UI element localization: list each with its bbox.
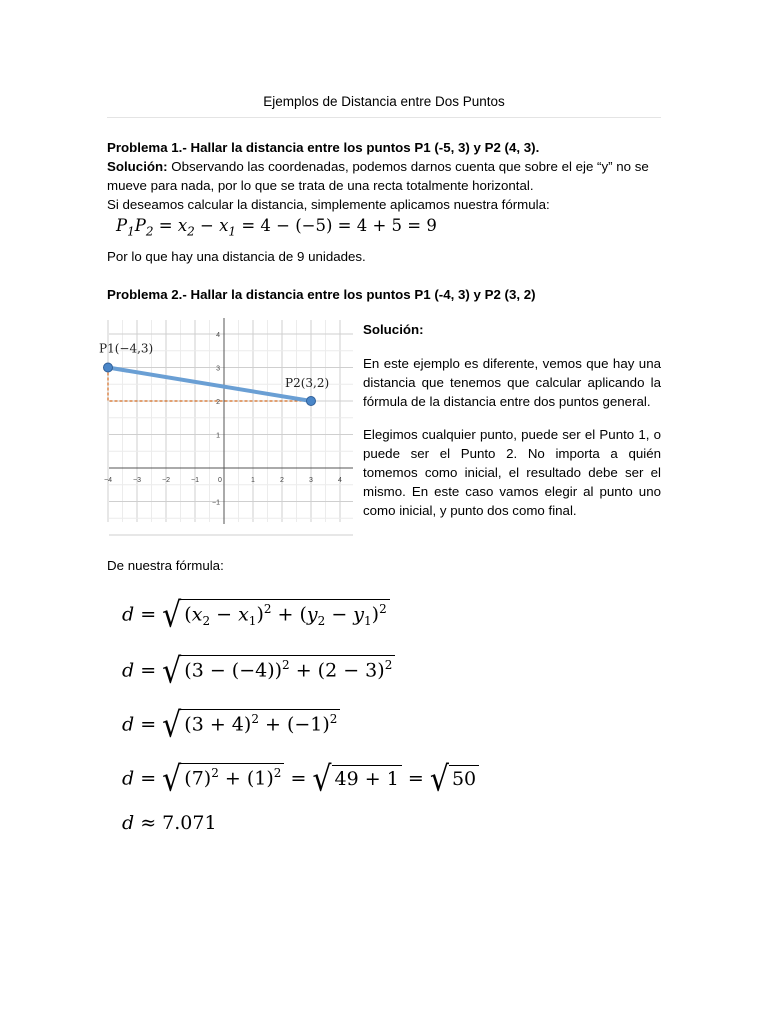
y-tick-label: 4	[216, 332, 220, 339]
x-tick-label: −3	[133, 477, 141, 484]
formula-result: d = √ $(7)^2 + (1)^2$ = √ 49 + 1 = √ 50	[122, 762, 479, 797]
x-tick-label: −2	[162, 477, 170, 484]
problem1-formula: $P_1P_2 = x_2 - x_1 = 4 - (-5) = 4 + 5 = 9$	[116, 216, 437, 239]
x-tick-label: 4	[338, 477, 342, 484]
x-tick-label: −1	[191, 477, 199, 484]
y-tick-label: 2	[216, 399, 220, 406]
formula-substituted: d = √ $(3 - (-4))^2 + (2 - 3)^2$	[122, 654, 395, 689]
page-title: Ejemplos de Distancia entre Dos Puntos	[263, 94, 505, 109]
formula-approx: d ≈ 7.071	[122, 812, 217, 834]
y-tick-label: 1	[216, 432, 220, 440]
problem1-conclusion: Por lo que hay una distancia de 9 unidades.	[107, 249, 366, 264]
formula-intro: De nuestra fórmula:	[107, 558, 224, 573]
problem2-paragraph-1: En este ejemplo es diferente, vemos que hay una distancia que tenemos que calcular aplicando la fórmula de la distancia entre dos puntos general.	[363, 356, 661, 409]
x-tick-label: −4	[104, 477, 112, 484]
point-p1	[104, 363, 113, 372]
formula-simplified: d = √ $(3 + 4)^2 + (-1)^2$	[122, 708, 340, 743]
point-p2-label: P2(3,2)	[285, 376, 330, 390]
graph-tick-labels	[104, 332, 342, 507]
x-tick-label: 1	[251, 477, 255, 484]
x-tick-label: 0	[218, 477, 222, 484]
y-tick-label: 3	[216, 365, 220, 373]
problem1-solution-text: Observando las coordenadas, podemos darnos cuenta que sobre el eje “y” no se mueve para nada, por lo que se trata de una recta totalmente horizontal.	[107, 159, 649, 193]
problem2-paragraph-2: Elegimos cualquier punto, puede ser el Punto 1, o puede ser el Punto 2. No importa a quién tomemos como inicial, el resultado debe ser el mismo. En este caso vamos elegir al punto uno como inicial, y punto dos como final.	[363, 427, 661, 518]
formula-general: d = √ $(x_2 - x_1)^2 + (y_2 - y_1)^2$	[122, 598, 390, 633]
title-divider	[107, 117, 661, 118]
problem1-solution-label: Solución:	[107, 159, 168, 174]
coordinate-graph	[99, 318, 353, 524]
problem1-line2: Si deseamos calcular la distancia, simplemente aplicamos nuestra fórmula:	[107, 197, 550, 212]
problem1-solution	[107, 157, 663, 195]
x-tick-label: 3	[309, 477, 313, 484]
point-p2	[307, 397, 316, 406]
problem2-heading: Problema 2.- Hallar la distancia entre los puntos P1 (-4, 3) y P2 (3, 2)	[107, 287, 536, 302]
problem1-heading: Problema 1.- Hallar la distancia entre los puntos P1 (-5, 3) y P2 (4, 3).	[107, 140, 540, 155]
point-p1-label: P1(−4,3)	[99, 341, 154, 356]
y-tick-label: −1	[212, 499, 220, 507]
problem2-solution-label: Solución:	[363, 322, 424, 337]
problem2-solution-block	[363, 320, 661, 520]
x-tick-label: 2	[280, 477, 284, 484]
